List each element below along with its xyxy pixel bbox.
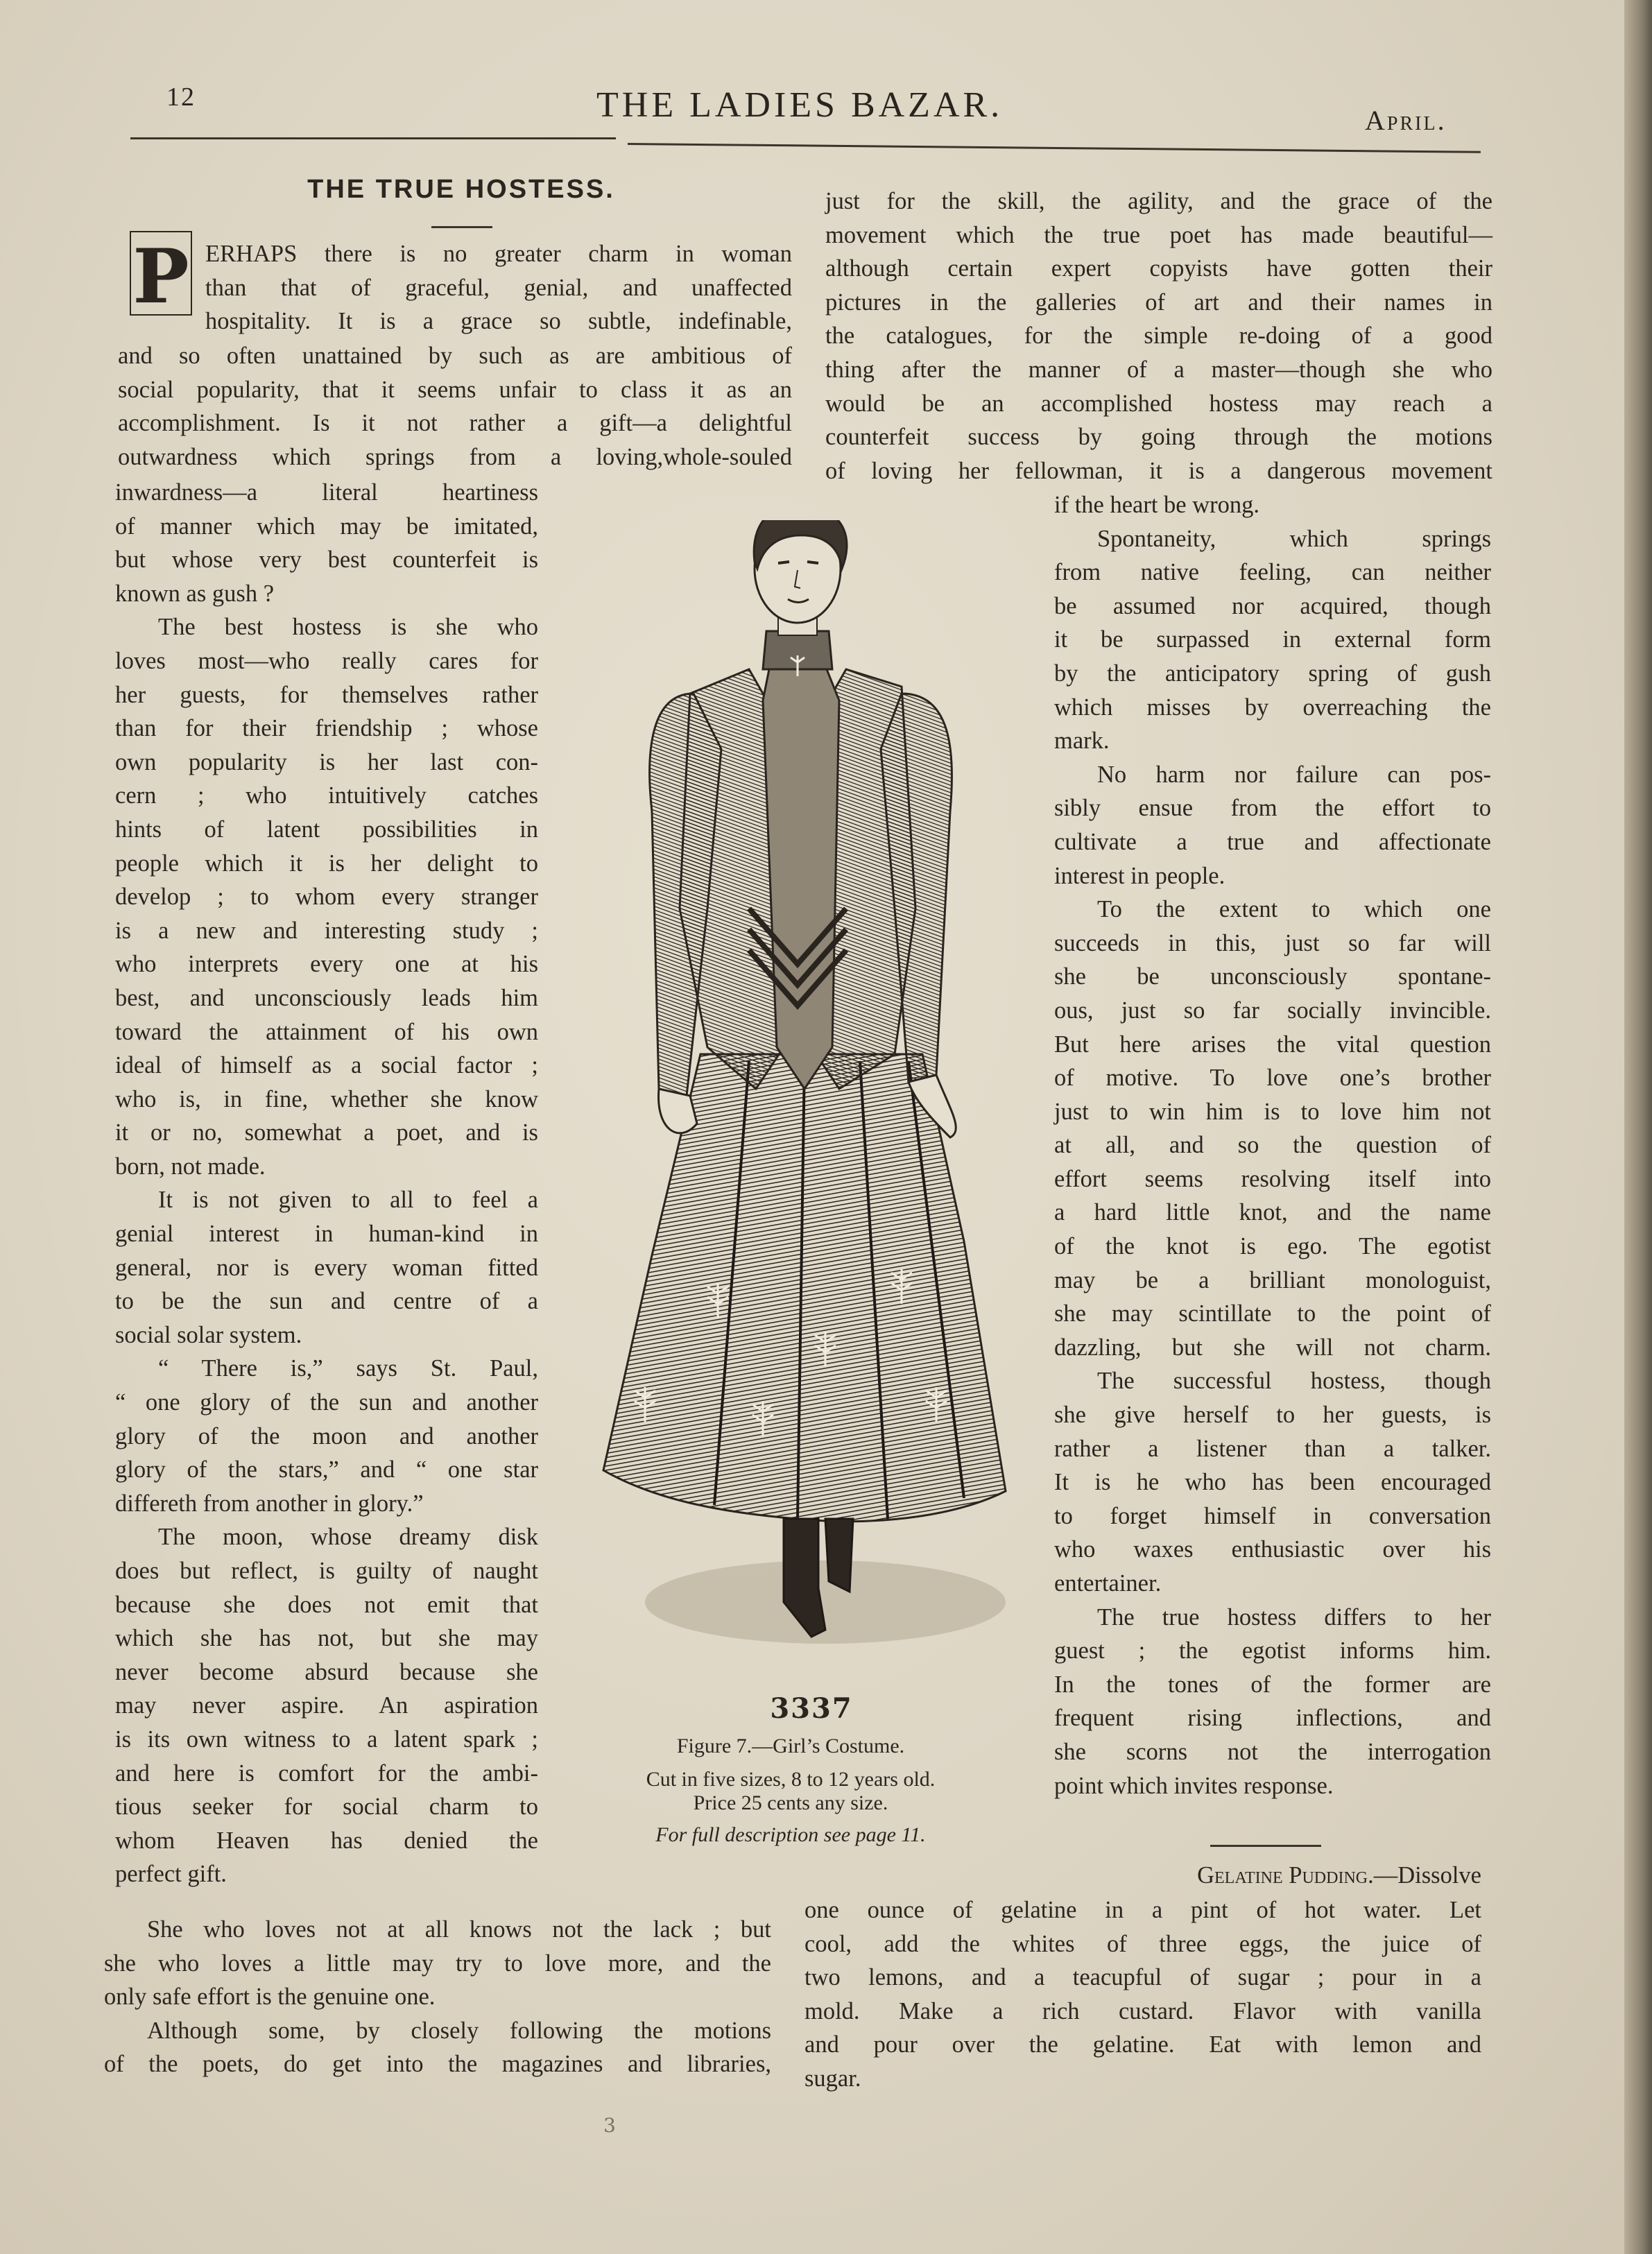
- text-line: to forget himself in conversation: [1054, 1502, 1491, 1529]
- left-column-intro: [205, 237, 792, 338]
- drop-cap-letter: P: [132, 233, 189, 316]
- text-line: would be an accomplished hostess may reach a: [825, 390, 1492, 417]
- text-line: point which invites response.: [1054, 1772, 1334, 1799]
- pattern-number: 3337: [770, 1692, 853, 1725]
- text-line: ideal of himself as a social factor ;: [115, 1052, 538, 1079]
- text-line: two lemons, and a teacupful of sugar ; pour in a: [805, 1964, 1481, 1991]
- text-line: than that of graceful, genial, and unaffected: [205, 274, 792, 301]
- text-line: may never aspire. An aspiration: [115, 1692, 538, 1719]
- recipe-body: [805, 1893, 1481, 2096]
- text-line: mark.: [1054, 728, 1110, 755]
- text-line: it be surpassed in external form: [1054, 626, 1491, 653]
- text-line: just for the skill, the agility, and the grace of the: [825, 188, 1492, 214]
- left-column-bottom: [104, 1913, 771, 2081]
- page-mark: 3: [603, 2114, 616, 2137]
- text-line: tious seeker for social charm to: [115, 1793, 538, 1821]
- text-line: effort seems resolving itself into: [1054, 1165, 1491, 1192]
- text-line: who is, in fine, whether she know: [115, 1085, 538, 1112]
- page-edge-shadow: [1624, 0, 1652, 2254]
- text-line: She who loves not at all knows not the lack ; but: [147, 1916, 771, 1943]
- text-line: The moon, whose dreamy disk: [158, 1524, 538, 1551]
- text-line: known as gush ?: [115, 580, 275, 607]
- recipe-heading: [1093, 1859, 1481, 1893]
- figure-price: Price 25 cents any size.: [693, 1791, 888, 1814]
- header-rule-left: [130, 137, 616, 139]
- girls-costume-illustration: [576, 520, 1033, 1699]
- figure-description-note: For full description see page 11.: [655, 1823, 926, 1846]
- text-line: from native feeling, can neither: [1054, 559, 1491, 586]
- text-line: which misses by overreaching the: [1054, 694, 1491, 721]
- text-line: hospitality. It is a grace so subtle, indefinable,: [205, 308, 792, 335]
- text-line: of the poets, do get into the magazines and libraries,: [104, 2051, 771, 2078]
- text-line: at all, and so the question of: [1054, 1132, 1491, 1159]
- text-line: thing after the manner of a master—though she who: [825, 356, 1492, 383]
- text-line: The successful hostess, though: [1097, 1368, 1491, 1395]
- drop-cap-ornament: [129, 230, 193, 316]
- text-line: than for their friendship ; whose: [115, 715, 538, 742]
- text-line: loves most—who really cares for: [115, 647, 538, 674]
- text-line: cern ; who intuitively catches: [115, 782, 538, 809]
- text-line: No harm nor failure can pos-: [1097, 761, 1491, 788]
- text-line: frequent rising inflections, and: [1054, 1705, 1491, 1732]
- text-line: mold. Make a rich custard. Flavor with vanilla: [805, 1997, 1481, 2024]
- text-line: she be unconsciously spontane-: [1054, 963, 1491, 990]
- text-line: develop ; to whom every stranger: [115, 884, 538, 911]
- text-line: In the tones of the former are: [1054, 1671, 1491, 1698]
- text-line: glory of the stars,” and “ one star: [115, 1456, 538, 1483]
- text-line: may be a brilliant monologuist,: [1054, 1266, 1491, 1293]
- text-line: which she has not, but she may: [115, 1625, 538, 1652]
- issue-month: April.: [1365, 105, 1447, 136]
- recipe-lead: —Dissolve: [1373, 1862, 1481, 1889]
- right-column-narrow: [1054, 488, 1491, 1803]
- text-line: her guests, for themselves rather: [115, 681, 538, 708]
- text-line: movement which the true poet has made beautiful—: [825, 221, 1492, 248]
- text-line: entertainer.: [1054, 1570, 1162, 1597]
- text-line: a hard little knot, and the name: [1054, 1199, 1491, 1226]
- text-line: be assumed nor acquired, though: [1054, 592, 1491, 619]
- text-line: The best hostess is she who: [158, 614, 538, 641]
- text-line: sugar.: [805, 2065, 861, 2092]
- text-line: born, not made.: [115, 1153, 266, 1180]
- text-line: sibly ensue from the effort to: [1054, 795, 1491, 822]
- text-line: It is not given to all to feel a: [158, 1187, 538, 1214]
- text-line: “ one glory of the sun and another: [115, 1389, 538, 1416]
- text-line: of loving her fellowman, it is a dangerous movement: [825, 457, 1492, 484]
- article-title: THE TRUE HOSTESS.: [307, 175, 615, 204]
- text-line: who waxes enthusiastic over his: [1054, 1536, 1491, 1563]
- text-line: if the heart be wrong.: [1054, 492, 1260, 518]
- section-rule: [1210, 1845, 1321, 1847]
- text-line: only safe effort is the genuine one.: [104, 1984, 436, 2011]
- text-line: ous, just so far socially invincible.: [1054, 997, 1491, 1024]
- text-line: and so often unattained by such as are ambitious of: [118, 343, 792, 369]
- text-line: cultivate a true and affectionate: [1054, 828, 1491, 855]
- text-line: perfect gift.: [115, 1861, 227, 1888]
- text-line: by the anticipatory spring of gush: [1054, 660, 1491, 687]
- header-rule-right: [628, 143, 1481, 153]
- left-column-narrow: [115, 476, 538, 1891]
- text-line: guest ; the egotist informs him.: [1054, 1637, 1491, 1664]
- text-line: cool, add the whites of three eggs, the juice of: [805, 1930, 1481, 1957]
- figure-caption: Figure 7.—Girl’s Costume.: [676, 1735, 905, 1757]
- text-line: it or no, somewhat a poet, and is: [115, 1119, 538, 1146]
- left-column-intro-wide: [118, 339, 792, 474]
- text-line: the catalogues, for the simple re-doing of a good: [825, 322, 1492, 350]
- text-line: differeth from another in glory.”: [115, 1490, 424, 1517]
- text-line: she may scintillate to the point of: [1054, 1300, 1491, 1327]
- text-line: ERHAPS there is no greater charm in woman: [205, 241, 792, 267]
- text-line: To the extent to which one: [1097, 896, 1491, 923]
- text-line: own popularity is her last con-: [115, 748, 538, 775]
- text-line: whom Heaven has denied the: [115, 1827, 538, 1854]
- text-line: counterfeit success by going through the motions: [825, 424, 1492, 451]
- text-line: toward the attainment of his own: [115, 1018, 538, 1045]
- text-line: “ There is,” says St. Paul,: [158, 1355, 538, 1382]
- text-line: of motive. To love one’s brother: [1054, 1065, 1491, 1092]
- text-line: inwardness—a literal heartiness: [115, 479, 538, 506]
- text-line: because she does not emit that: [115, 1591, 538, 1618]
- text-line: people which it is her delight to: [115, 850, 538, 877]
- text-line: general, nor is every woman fitted: [115, 1254, 538, 1281]
- text-line: one ounce of gelatine in a pint of hot water. Let: [805, 1897, 1481, 1923]
- page-number: 12: [166, 83, 196, 112]
- text-line: social solar system.: [115, 1321, 302, 1348]
- text-line: dazzling, but she will not charm.: [1054, 1334, 1491, 1361]
- text-line: outwardness which springs from a loving,whole-souled: [118, 443, 792, 470]
- text-line: to be the sun and centre of a: [115, 1288, 538, 1315]
- text-line: succeeds in this, just so far will: [1054, 929, 1491, 956]
- text-line: accomplishment. Is it not rather a gift—a delightful: [118, 410, 792, 437]
- text-line: Spontaneity, which springs: [1097, 525, 1491, 552]
- text-line: is its own witness to a latent spark ;: [115, 1726, 538, 1753]
- text-line: hints of latent possibilities in: [115, 816, 538, 843]
- text-line: and here is comfort for the ambi-: [115, 1760, 538, 1787]
- text-line: It is he who has been encouraged: [1054, 1469, 1491, 1496]
- magazine-title: THE LADIES BAZAR.: [596, 85, 1004, 125]
- text-line: who interprets every one at his: [115, 951, 538, 978]
- right-column-top: [825, 184, 1492, 488]
- text-line: genial interest in human-kind in: [115, 1221, 538, 1248]
- text-line: but whose very best counterfeit is: [115, 547, 538, 574]
- text-line: Although some, by closely following the motions: [147, 2017, 771, 2044]
- text-line: she who loves a little may try to love more, and the: [104, 1950, 771, 1977]
- text-line: of manner which may be imitated,: [115, 513, 538, 540]
- text-line: interest in people.: [1054, 862, 1225, 889]
- text-line: rather a listener than a talker.: [1054, 1435, 1491, 1462]
- text-line: glory of the moon and another: [115, 1422, 538, 1449]
- text-line: never become absurd because she: [115, 1658, 538, 1685]
- text-line: social popularity, that it seems unfair to class it as an: [118, 376, 792, 403]
- title-rule: [431, 226, 492, 228]
- text-line: is a new and interesting study ;: [115, 917, 538, 944]
- figure-sizes: Cut in five sizes, 8 to 12 years old.: [646, 1768, 936, 1791]
- text-line: of the knot is ego. The egotist: [1054, 1233, 1491, 1260]
- text-line: although certain expert copyists have gotten their: [825, 255, 1492, 282]
- text-line: and pour over the gelatine. Eat with lemon and: [805, 2031, 1481, 2058]
- text-line: best, and unconsciously leads him: [115, 984, 538, 1011]
- text-line: just to win him is to love him not: [1054, 1098, 1491, 1125]
- text-line: pictures in the galleries of art and their names in: [825, 289, 1492, 316]
- text-line: she scorns not the interrogation: [1054, 1738, 1491, 1765]
- text-line: does but reflect, is guilty of naught: [115, 1558, 538, 1584]
- recipe-title: Gelatine Pudding.: [1197, 1862, 1374, 1889]
- text-line: The true hostess differs to her: [1097, 1603, 1491, 1631]
- text-line: But here arises the vital question: [1054, 1031, 1491, 1058]
- text-line: she give herself to her guests, is: [1054, 1402, 1491, 1429]
